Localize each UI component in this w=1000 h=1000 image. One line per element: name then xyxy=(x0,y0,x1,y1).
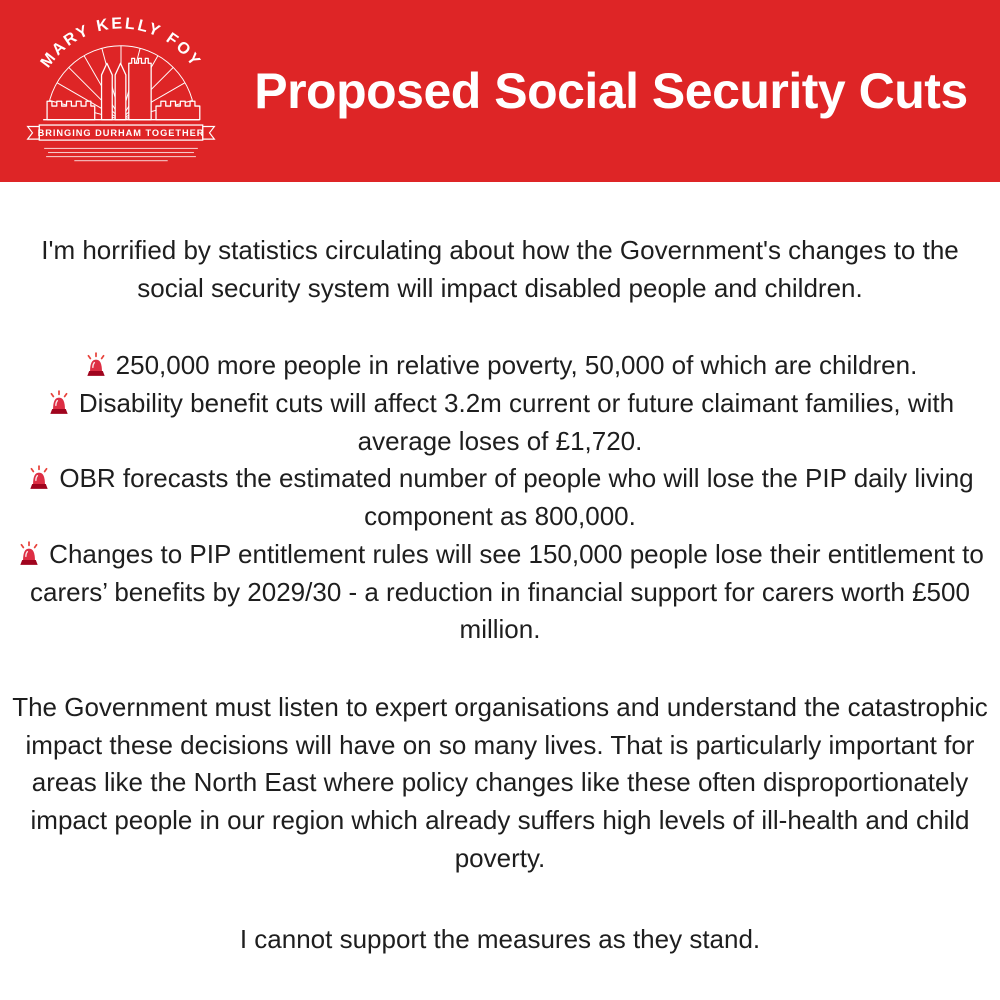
poster-header xyxy=(0,0,1000,182)
logo-banner xyxy=(28,125,215,140)
bullet-list xyxy=(13,347,988,649)
bullet-text: 250,000 more people in relative poverty, 50,000 of which are children. xyxy=(115,350,918,381)
bullet-item xyxy=(13,385,988,460)
bullet-text: Disability benefit cuts will affect 3.2m current or future claimant families, with average loses of £1,720. xyxy=(78,388,955,456)
siren-icon xyxy=(26,464,52,490)
logo-fine-print xyxy=(44,148,198,161)
bullet-item xyxy=(13,347,988,385)
final-statement: I cannot support the measures as they stand. xyxy=(239,924,761,955)
page-title: Proposed Social Security Cuts xyxy=(254,62,968,119)
poster-body xyxy=(0,182,1000,959)
siren-icon xyxy=(46,389,72,415)
closing-paragraph: The Government must listen to expert organisations and understand the catastrophic impact these decisions will have on so many lives. That is particularly important for areas like the North East where policy changes like these often disproportionately impact people in our region which already suffers high levels of ill-health and child poverty. xyxy=(12,691,988,873)
cathedral-icon xyxy=(43,58,200,119)
siren-icon xyxy=(16,540,42,566)
mkf-logo xyxy=(0,4,228,178)
bullet-text: Changes to PIP entitlement rules will see 150,000 people lose their entitlement to carers’ benefits by 2029/30 - a reduction in financial support for carers worth £500 million. xyxy=(30,538,984,645)
bullet-item xyxy=(13,460,988,535)
intro-paragraph: I'm horrified by statistics circulating about how the Government's changes to the social security system will impact disabled people and children. xyxy=(41,235,959,303)
siren-icon xyxy=(83,351,109,377)
logo-arc-text: MARY KELLY FOY xyxy=(36,14,206,71)
durham-cathedral-logo-icon xyxy=(14,8,228,173)
bullet-text: OBR forecasts the estimated number of people who will lose the PIP daily living component as 800,000. xyxy=(59,463,974,532)
bullet-item xyxy=(13,536,988,649)
logo-banner-text: BRINGING DURHAM TOGETHER xyxy=(37,128,205,139)
